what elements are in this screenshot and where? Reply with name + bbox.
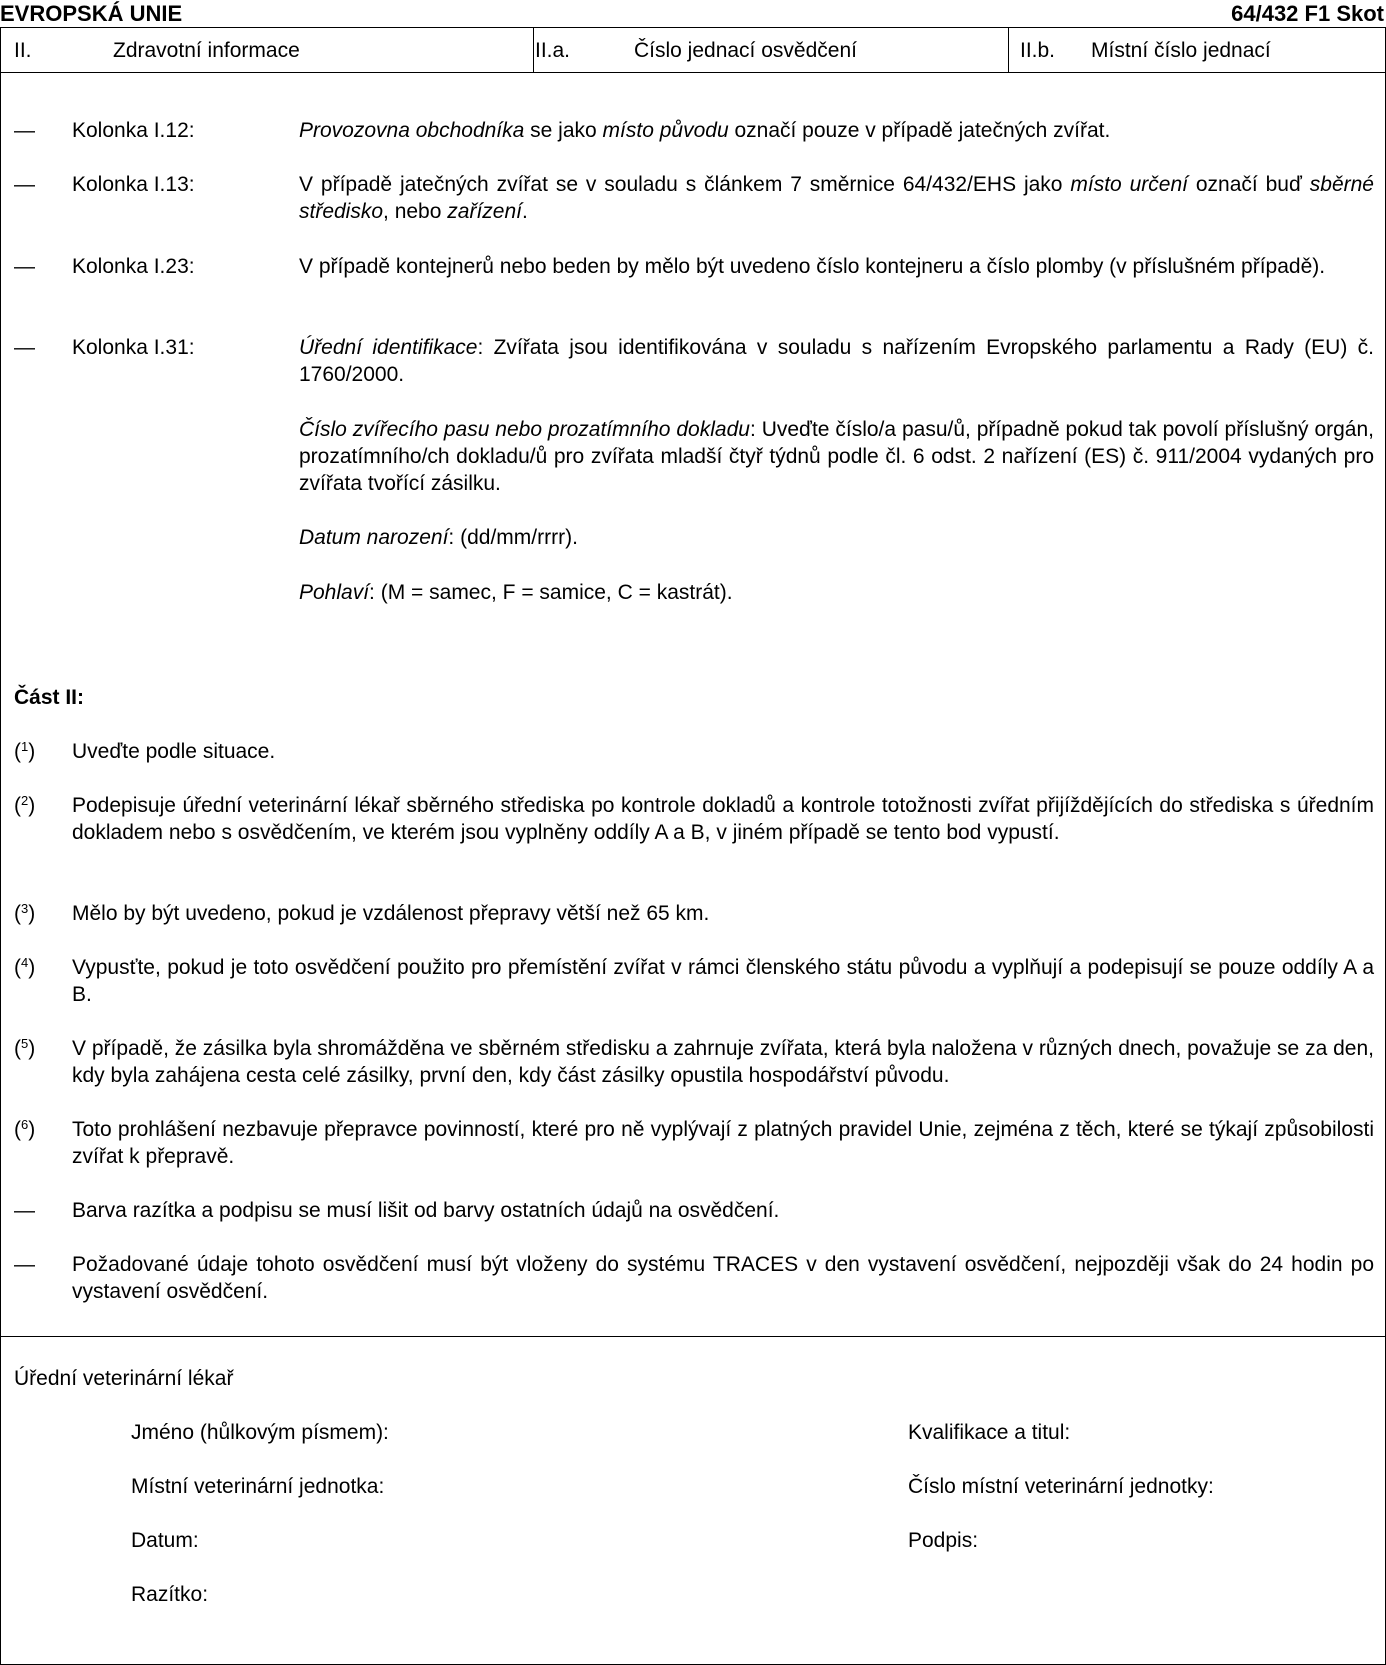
header-row (1, 28, 1385, 73)
header-cell-label: Místní číslo jednací (1091, 39, 1271, 62)
footnote-number: ($^1$) (14, 739, 36, 763)
footnote-superscript: 2 (21, 793, 29, 808)
footnote-3-text: Mělo by být uvedeno, pokud je vzdálenost přepravy větší než 65 km. (72, 902, 710, 925)
footnote-superscript: 3 (21, 901, 29, 916)
kolonka-31-passport (299, 416, 1374, 497)
footnote-superscript: 5 (21, 1036, 29, 1051)
signature-heading: Úřední veterinární lékař (14, 1367, 234, 1390)
dash: — (14, 173, 35, 196)
text-run: : (M = samec, F = samice, C = kastrát). (369, 581, 733, 604)
footnote-5-text: V případě, že zásilka byla shromážděna ve sběrném středisku a zahrnuje zvířata, která byla naložena v různých dnech, považuje se za den, kdy byla zahájena cesta celé zásilky, první den, kdy část zásilky opustila hospodářství původu. (72, 1037, 1374, 1087)
bullet-stamp-color: Barva razítka a podpisu se musí lišit od barvy ostatních údajů na osvědčení. (72, 1199, 780, 1222)
kolonka-23-label: Kolonka I.23: (72, 255, 195, 278)
text-run: se jako (524, 119, 603, 142)
dash: — (14, 1253, 35, 1276)
footnote-superscript: 4 (21, 955, 29, 970)
header-cell-local-reference (1008, 28, 1386, 72)
header-cell-label: Číslo jednací osvědčení (634, 39, 857, 62)
kolonka-31-sex (299, 579, 1374, 606)
dash: — (14, 119, 35, 142)
certificate-frame (0, 27, 1386, 1665)
footnote-number: ($^3$) (14, 901, 36, 925)
footnote-number: ($^5$) (14, 1036, 36, 1060)
emph: Provozovna obchodníka (299, 119, 525, 142)
text-run: označí pouze v případě jatečných zvířat. (728, 119, 1111, 142)
region-label: EVROPSKÁ UNIE (0, 1, 183, 26)
footnote-4-text: Vypusťte, pokud je toto osvědčení použito pro přemístění zvířat v rámci členského státu původu a vyplňují a podepisují se pouze oddíly A a B. (72, 956, 1374, 1006)
top-bar (0, 0, 1386, 27)
kolonka-23-text: V případě kontejnerů nebo beden by mělo být uvedeno číslo kontejneru a číslo plomby (v příslušném případě). (299, 255, 1326, 278)
signature-field-label: Podpis: (908, 1529, 979, 1552)
kolonka-31-label: Kolonka I.31: (72, 336, 195, 359)
text-run: : Zvířata jsou identifikována v souladu s nařízením Evropského parlamentu a Rady (EU) č. 1760/2000. (299, 336, 1374, 386)
text-run: označí buď (1187, 173, 1310, 196)
text-run: . (521, 200, 528, 223)
header-cell-reference-number (533, 28, 1009, 72)
header-cell-number: II.b. (1020, 39, 1056, 62)
header-cell-label: Zdravotní informace (113, 39, 300, 62)
kolonka-12-text (299, 117, 1374, 144)
footnote-number: ($^6$) (14, 1117, 36, 1141)
footnote-6-text: Toto prohlášení nezbavuje přepravce povinností, které pro ně vyplývají z platných pravidel Unie, zejména z těch, které se týkají způsobilosti zvířat k přepravě. (72, 1118, 1374, 1168)
footnote-superscript: 6 (21, 1117, 29, 1132)
dash: — (14, 1199, 35, 1222)
qualification-field-label: Kvalifikace a titul: (908, 1421, 1071, 1444)
header-cell-health-info (1, 28, 533, 72)
footnote-2-text: Podepisuje úřední veterinární lékař sběrného střediska po kontrole dokladů a kontrole totožnosti zvířat přijíždějících do střediska s úředním dokladem nebo s osvědčením, ve kterém jsou vyplněny oddíly A a B, v jiném případě se tento bod vypustí. (72, 794, 1374, 844)
emph: místo původu (602, 119, 729, 142)
bullet-traces: Požadované údaje tohoto osvědčení musí být vloženy do systému TRACES v den vystavení osvědčení, nejpozději však do 24 hodin po vystavení osvědčení. (72, 1253, 1374, 1303)
header-cell-number: II. (14, 39, 32, 62)
unit-field-label: Místní veterinární jednotka: (131, 1475, 385, 1498)
dash: — (14, 255, 35, 278)
header-cell-number: II.a. (535, 39, 571, 62)
emph: Úřední identifikace (299, 336, 478, 359)
text-run: : (dd/mm/rrrr). (448, 526, 578, 549)
emph: zařízení (447, 200, 522, 223)
dash: — (14, 336, 35, 359)
text-run: , nebo (383, 200, 448, 223)
emph: Číslo zvířecího pasu nebo prozatímního dokladu (299, 418, 750, 441)
certificate-code: 64/432 F1 Skot (1231, 1, 1384, 26)
box-notes-section (1, 73, 1385, 1337)
name-field-label: Jméno (hůlkovým písmem): (131, 1421, 389, 1444)
footnote-number: ($^2$) (14, 793, 36, 817)
unit-number-field-label: Číslo místní veterinární jednotky: (908, 1475, 1214, 1498)
part-2-title: Část II: (14, 686, 85, 709)
text-run: V případě jatečných zvířat se v souladu s článkem 7 směrnice 64/432/EHS jako (299, 173, 1071, 196)
footnote-1-text: Uveďte podle situace. (72, 740, 276, 763)
stamp-field-label: Razítko: (131, 1583, 209, 1606)
emph: Pohlaví (299, 581, 370, 604)
emph: Datum narození (299, 526, 449, 549)
footnote-number: ($^4$) (14, 955, 36, 979)
text-run: : Uveďte číslo/a pasu/ů, případně pokud tak povolí příslušný orgán, prozatímního/ch dokladu/ů pro zvířata mladší čtyř týdnů podle čl. 6 odst. 2 nařízení (ES) č. 911/2004 vydaných pro zvířata tvořící zásilku. (299, 418, 1375, 495)
kolonka-31-birth-date (299, 524, 1374, 551)
kolonka-13-text (299, 171, 1374, 225)
emph: sběrné středisko (299, 173, 1374, 223)
kolonka-13-label: Kolonka I.13: (72, 173, 195, 196)
emph: místo určení (1070, 173, 1188, 196)
kolonka-31-identification (299, 334, 1374, 388)
date-field-label: Datum: (131, 1529, 199, 1552)
kolonka-12-label: Kolonka I.12: (72, 119, 195, 142)
footnote-superscript: 1 (21, 739, 29, 754)
